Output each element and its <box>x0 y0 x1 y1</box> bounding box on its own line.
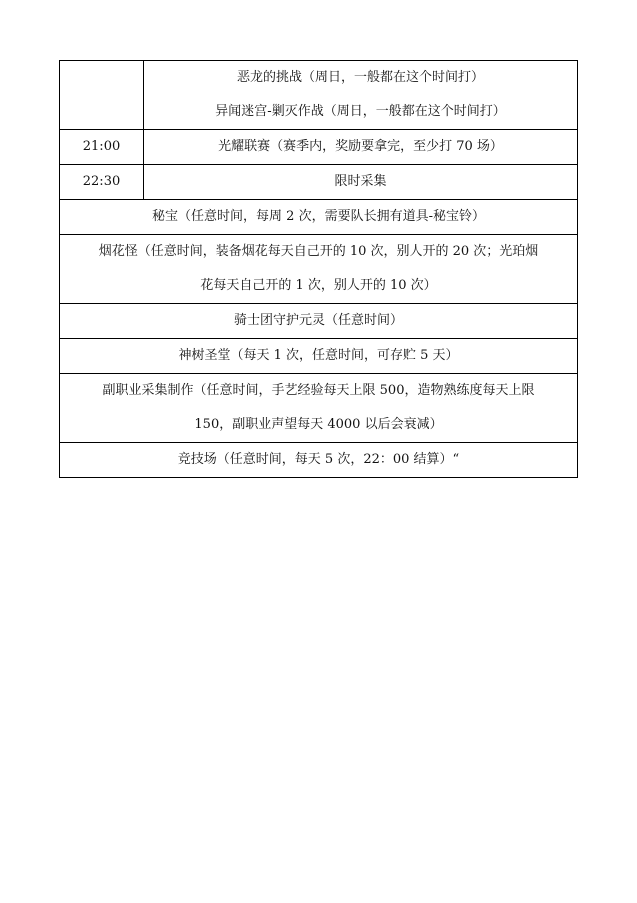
activity-line: 恶龙的挑战（周日，一般都在这个时间打） <box>236 70 484 85</box>
activity-line: 异闻迷宫-剿灭作战（周日，一般都在这个时间打） <box>215 104 506 119</box>
activity-line: 150，副职业声望每天 4000 以后会衰减） <box>194 417 443 432</box>
activity-line: 花每天自己开的 1 次，别人开的 10 次） <box>200 278 437 293</box>
table-row <box>60 339 578 374</box>
table-row <box>60 374 578 443</box>
activity-cell: 秘宝（任意时间，每周 2 次，需要队长拥有道具-秘宝铃） <box>60 200 578 235</box>
activity-cell: 骑士团守护元灵（任意时间） <box>60 304 578 339</box>
table-row <box>60 235 578 304</box>
table-row <box>60 61 578 130</box>
activity-cell: 光耀联赛（赛季内，奖励要拿完，至少打 70 场） <box>144 130 578 165</box>
schedule-table <box>59 60 578 478</box>
activity-line: 烟花怪（任意时间，装备烟花每天自己开的 10 次，别人开的 20 次；光珀烟 <box>98 244 539 259</box>
time-cell: 22:30 <box>60 165 144 200</box>
table-row <box>60 165 578 200</box>
activity-cell <box>144 61 578 130</box>
activity-line: 副职业采集制作（任意时间，手艺经验每天上限 500，造物熟练度每天上限 <box>102 383 535 398</box>
table-row <box>60 200 578 235</box>
table-row <box>60 304 578 339</box>
activity-cell: 竞技场（任意时间，每天 5 次，22：00 结算）“ <box>60 443 578 478</box>
table-row <box>60 443 578 478</box>
activity-cell <box>60 374 578 443</box>
time-cell: 21:00 <box>60 130 144 165</box>
activity-cell: 限时采集 <box>144 165 578 200</box>
activity-cell: 神树圣堂（每天 1 次，任意时间，可存贮 5 天） <box>60 339 578 374</box>
activity-cell <box>60 235 578 304</box>
table-row <box>60 130 578 165</box>
time-cell <box>60 61 144 130</box>
